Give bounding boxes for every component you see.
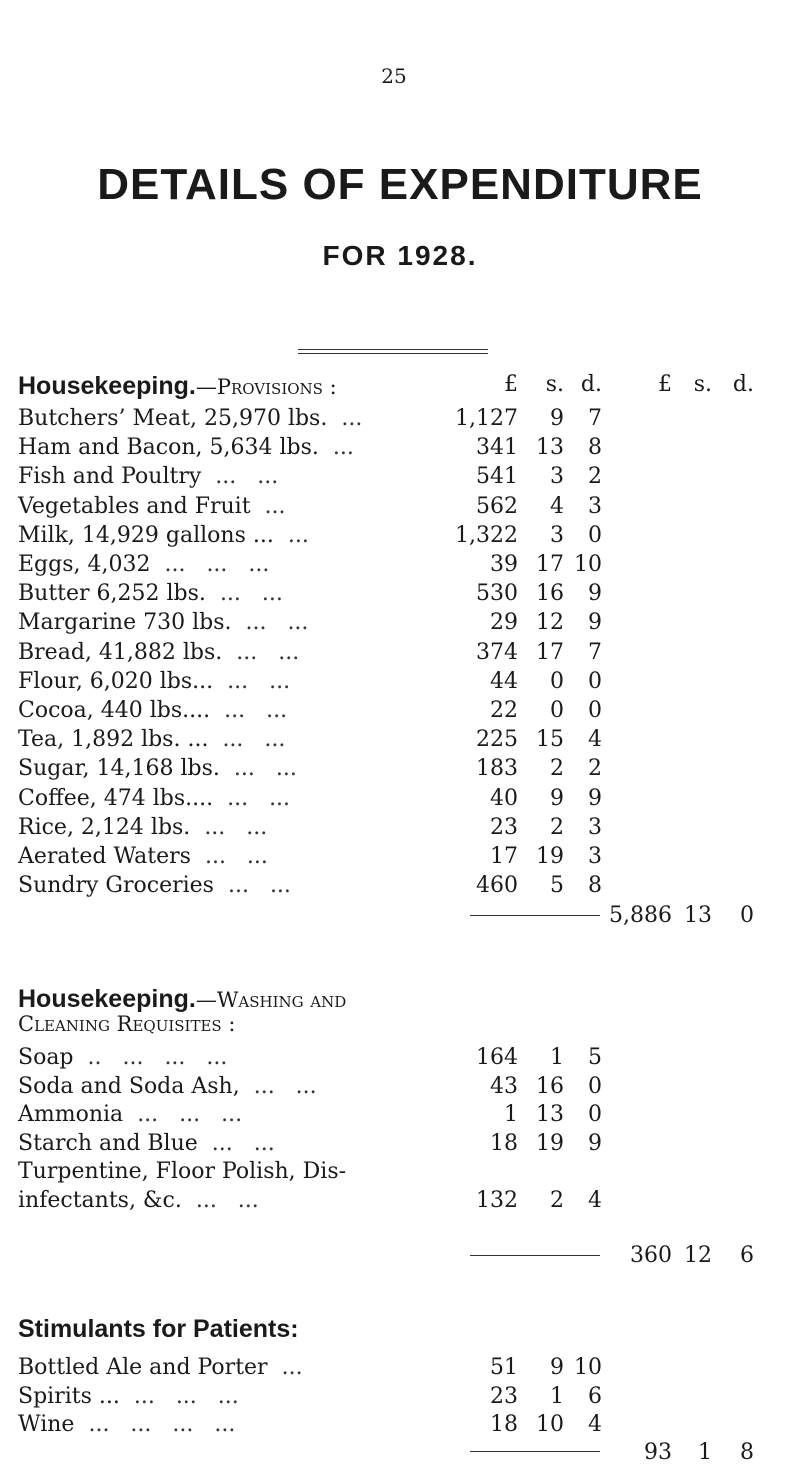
divider-rule (298, 353, 488, 354)
amount-pence: 4 (588, 727, 602, 752)
amount-shillings: 0 (550, 669, 564, 694)
amount-pounds: 44 (490, 669, 518, 694)
amount-shillings: 1 (550, 1384, 564, 1409)
section-heading-line2: Cleaning Requisites : (18, 1012, 236, 1036)
section-heading-bold: Stimulants for Patients: (18, 1315, 299, 1343)
section-heading-rest: —Washing and (195, 988, 347, 1012)
amount-pence: 4 (588, 1412, 602, 1437)
page-number: 25 (381, 64, 407, 88)
table-row (0, 1412, 800, 1440)
table-row (0, 669, 800, 697)
section-heading (18, 985, 346, 1014)
leader-dots: ... ... ... (137, 1102, 243, 1127)
total-pence: 0 (740, 903, 754, 928)
row-label: Coffee, 474 lbs.... (18, 786, 214, 811)
amount-pounds: 132 (476, 1188, 518, 1213)
amount-shillings: 3 (550, 523, 564, 548)
leader-dots: ... ... (195, 1188, 259, 1213)
total-shillings: 1 (698, 1440, 712, 1465)
table-row (0, 815, 800, 843)
amount-pounds: 51 (490, 1355, 518, 1380)
amount-pence: 5 (588, 1045, 602, 1070)
amount-pence: 2 (588, 464, 602, 489)
amount-pence: 2 (588, 756, 602, 781)
col-header-pence-2: d. (732, 372, 754, 397)
leader-dots: ... ... (215, 464, 279, 489)
table-row (0, 786, 800, 814)
total-shillings: 12 (684, 1243, 712, 1268)
col-header-pounds-2: £ (658, 372, 672, 397)
row-label: Butter 6,252 lbs. (18, 581, 206, 606)
section-total-row (0, 903, 800, 931)
row-label: Tea, 1,892 lbs. ... (18, 727, 209, 752)
row-label: Milk, 14,929 gallons ... (18, 523, 274, 548)
col-header-shillings-1: s. (545, 372, 564, 397)
amount-pence: 9 (588, 610, 602, 635)
leader-dots: ... (264, 494, 286, 519)
amount-shillings: 9 (550, 1355, 564, 1380)
amount-shillings: 2 (550, 815, 564, 840)
amount-pence: 7 (588, 640, 602, 665)
divider-rule (298, 349, 488, 350)
row-label: Sundry Groceries (18, 873, 214, 898)
amount-pence: 9 (588, 1131, 602, 1156)
table-row (0, 1131, 800, 1159)
table-row (0, 698, 800, 726)
leader-dots: ... (332, 435, 354, 460)
row-label: infectants, &c. (18, 1188, 182, 1213)
row-label: Flour, 6,020 lbs... (18, 669, 214, 694)
row-label: Vegetables and Fruit (18, 494, 251, 519)
section-total-row (0, 1440, 800, 1468)
amount-pence: 0 (588, 523, 602, 548)
amount-pounds: 460 (476, 873, 518, 898)
total-shillings: 13 (684, 903, 712, 928)
amount-pounds: 1 (504, 1102, 518, 1127)
table-row (0, 610, 800, 638)
amount-shillings: 19 (536, 844, 564, 869)
leader-dots: ... ... (227, 669, 291, 694)
table-row (0, 523, 800, 551)
row-label: Butchers’ Meat, 25,970 lbs. (18, 406, 328, 431)
leader-dots: ... (341, 406, 363, 431)
amount-pounds: 374 (476, 640, 518, 665)
row-label: Eggs, 4,032 (18, 552, 151, 577)
amount-pounds: 17 (490, 844, 518, 869)
leader-dots: ... ... ... (133, 1384, 239, 1409)
amount-shillings: 1 (550, 1045, 564, 1070)
amount-shillings: 17 (536, 640, 564, 665)
row-label: Ham and Bacon, 5,634 lbs. (18, 435, 319, 460)
row-label: Starch and Blue (18, 1131, 198, 1156)
leader-dots: ... ... (245, 610, 309, 635)
table-row (0, 435, 800, 463)
amount-shillings: 15 (536, 727, 564, 752)
row-label: Fish and Poultry (18, 464, 202, 489)
amount-pence: 6 (588, 1384, 602, 1409)
amount-pounds: 1,127 (455, 406, 518, 431)
leader-dots: ... ... (224, 698, 288, 723)
table-row (0, 873, 800, 901)
amount-shillings: 12 (536, 610, 564, 635)
amount-pence: 10 (574, 1355, 602, 1380)
amount-pounds: 18 (490, 1412, 518, 1437)
amount-shillings: 3 (550, 464, 564, 489)
amount-pounds: 40 (490, 786, 518, 811)
amount-shillings: 2 (550, 1188, 564, 1213)
amount-pounds: 225 (476, 727, 518, 752)
table-row (0, 1159, 800, 1187)
row-label: Bread, 41,882 lbs. (18, 640, 223, 665)
table-row (0, 1355, 800, 1383)
leader-dots: ... ... (219, 581, 283, 606)
amount-pounds: 22 (490, 698, 518, 723)
amount-pounds: 183 (476, 756, 518, 781)
amount-shillings: 0 (550, 698, 564, 723)
table-row (0, 756, 800, 784)
amount-pounds: 23 (490, 1384, 518, 1409)
table-row (0, 1384, 800, 1412)
amount-shillings: 2 (550, 756, 564, 781)
leader-dots: ... ... (211, 1131, 275, 1156)
leader-dots: ... ... (204, 815, 268, 840)
table-row (0, 640, 800, 668)
amount-pounds: 39 (490, 552, 518, 577)
table-row (0, 581, 800, 609)
table-row (0, 1045, 800, 1073)
section-heading-bold: Housekeeping. (18, 372, 196, 400)
total-pounds: 93 (644, 1440, 672, 1465)
amount-shillings: 17 (536, 552, 564, 577)
table-row (0, 727, 800, 755)
leader-dots: ... ... (233, 756, 297, 781)
table-row (0, 844, 800, 872)
row-label: Ammonia (18, 1102, 124, 1127)
amount-pence: 4 (588, 1188, 602, 1213)
table-row (0, 1188, 800, 1216)
amount-shillings: 13 (536, 1102, 564, 1127)
amount-pounds: 541 (476, 464, 518, 489)
amount-pounds: 29 (490, 610, 518, 635)
amount-shillings: 19 (536, 1131, 564, 1156)
amount-pounds: 530 (476, 581, 518, 606)
amount-pounds: 23 (490, 815, 518, 840)
amount-shillings: 16 (536, 581, 564, 606)
table-row (0, 1102, 800, 1130)
row-label: Cocoa, 440 lbs.... (18, 698, 211, 723)
leader-dots: ... ... (204, 844, 268, 869)
amount-pence: 9 (588, 581, 602, 606)
row-label: Margarine 730 lbs. (18, 610, 232, 635)
section-total-row (0, 1243, 800, 1271)
amount-pence: 3 (588, 494, 602, 519)
amount-shillings: 10 (536, 1412, 564, 1437)
amount-shillings: 16 (536, 1074, 564, 1099)
col-header-pounds-1: £ (504, 372, 518, 397)
amount-pence: 8 (588, 435, 602, 460)
section-heading (18, 1315, 299, 1344)
amount-shillings: 4 (550, 494, 564, 519)
amount-pence: 0 (588, 1074, 602, 1099)
amount-pounds: 43 (490, 1074, 518, 1099)
amount-pounds: 1,322 (455, 523, 518, 548)
total-pounds: 5,886 (609, 903, 672, 928)
total-pence: 8 (740, 1440, 754, 1465)
total-pence: 6 (740, 1243, 754, 1268)
amount-pounds: 164 (476, 1045, 518, 1070)
amount-shillings: 9 (550, 786, 564, 811)
row-label: Sugar, 14,168 lbs. (18, 756, 220, 781)
total-pounds: 360 (630, 1243, 672, 1268)
leader-dots: ... ... (227, 786, 291, 811)
amount-pence: 3 (588, 815, 602, 840)
leader-dots: .. ... ... ... (87, 1045, 228, 1070)
page-subtitle: FOR 1928. (322, 240, 478, 271)
amount-pence: 9 (588, 786, 602, 811)
row-label: Bottled Ale and Porter (18, 1355, 268, 1380)
leader-dots: ... ... (253, 1074, 317, 1099)
amount-pence: 0 (588, 698, 602, 723)
row-label: Wine (18, 1412, 75, 1437)
row-label: Aerated Waters (18, 844, 191, 869)
amount-pence: 3 (588, 844, 602, 869)
row-label: Turpentine, Floor Polish, Dis- (18, 1159, 347, 1184)
leader-dots: ... ... (227, 873, 291, 898)
table-row (0, 406, 800, 434)
leader-dots: ... (281, 1355, 303, 1380)
amount-pence: 0 (588, 1102, 602, 1127)
table-row (0, 552, 800, 580)
amount-pence: 7 (588, 406, 602, 431)
row-label: Rice, 2,124 lbs. (18, 815, 191, 840)
section-heading-rest: —Provisions : (195, 375, 337, 399)
table-row (0, 494, 800, 522)
section-heading-bold: Housekeeping. (18, 985, 196, 1013)
amount-pence: 0 (588, 669, 602, 694)
amount-shillings: 9 (550, 406, 564, 431)
leader-dots: ... ... (222, 727, 286, 752)
row-label: Spirits ... (18, 1384, 120, 1409)
col-header-pence-1: d. (580, 372, 602, 397)
row-label: Soda and Soda Ash, (18, 1074, 240, 1099)
amount-shillings: 5 (550, 873, 564, 898)
section-heading (18, 372, 337, 401)
leader-dots: ... ... (236, 640, 300, 665)
amount-pounds: 341 (476, 435, 518, 460)
amount-pounds: 18 (490, 1131, 518, 1156)
leader-dots: ... ... ... (164, 552, 270, 577)
row-label: Soap (18, 1045, 74, 1070)
leader-dots: ... ... ... ... (88, 1412, 236, 1437)
page-title: DETAILS OF EXPENDITURE (97, 160, 703, 209)
amount-pence: 8 (588, 873, 602, 898)
amount-pounds: 562 (476, 494, 518, 519)
leader-dots: ... (287, 523, 309, 548)
col-header-shillings-2: s. (693, 372, 712, 397)
amount-pence: 10 (574, 552, 602, 577)
table-row (0, 464, 800, 492)
table-row (0, 1074, 800, 1102)
amount-shillings: 13 (536, 435, 564, 460)
